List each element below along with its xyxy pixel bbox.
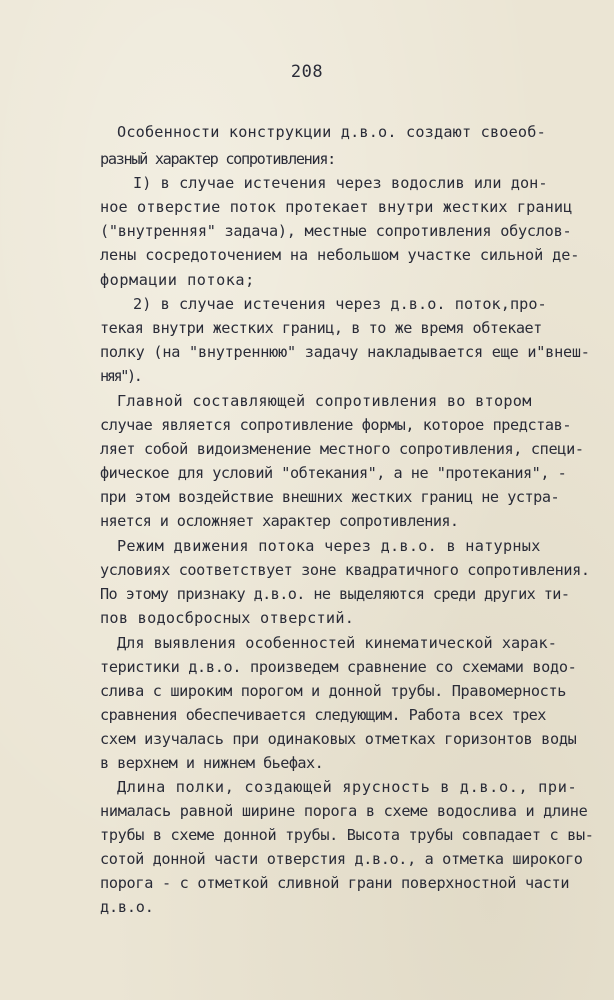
- text-line: схем изучалась при одинаковых отметках горизонтов воды: [100, 730, 577, 748]
- text-line: условиях соответствует зоне квадратичного сопротивления.: [100, 561, 590, 579]
- text-line: фическое для условий "обтекания", а не "протекания", -: [100, 464, 567, 482]
- text-line: ное отверстие поток протекает внутри жестких границ: [100, 198, 573, 216]
- text-line: I) в случае истечения через водослив или дон-: [133, 174, 548, 192]
- page-number: 208: [290, 62, 324, 82]
- text-line: По этому признаку д.в.о. не выделяются среди других ти-: [100, 585, 570, 603]
- text-line: сотой донной части отверстия д.в.о., а отметка широкого: [100, 850, 583, 868]
- text-line: лены сосредоточением на небольшом участке сильной де-: [100, 246, 580, 264]
- text-line: трубы в схеме донной трубы. Высота трубы совпадает с вы-: [100, 826, 594, 844]
- text-line: полку (на "внутреннюю" задачу накладывается еще и"внеш-: [100, 343, 590, 361]
- text-line: няется и осложняет характер сопротивления.: [100, 512, 459, 530]
- text-line: пов водосбросных отверстий.: [100, 609, 355, 627]
- text-line: нималась равной ширине порога в схеме водослива и длине: [100, 802, 588, 820]
- text-line: текая внутри жестких границ, в то же время обтекает: [100, 319, 542, 337]
- text-line: теристики д.в.о. произведем сравнение со схемами водо-: [100, 658, 577, 676]
- text-line: в верхнем и нижнем бьефах.: [100, 754, 324, 772]
- text-line: д.в.о.: [100, 898, 154, 916]
- text-line: Главной составляющей сопротивления во втором: [117, 392, 532, 410]
- text-line: Режим движения потока через д.в.о. в натурных: [117, 537, 541, 555]
- text-line: Для выявления особенностей кинематической харак-: [117, 634, 557, 652]
- text-line: разный характер сопротивления:: [100, 150, 336, 168]
- text-line: ляет собой видоизменение местного сопротивления, специ-: [100, 440, 584, 458]
- text-line: Длина полки, создающей ярусность в д.в.о., при-: [117, 778, 578, 796]
- text-line: при этом воздействие внешних жестких границ не устра-: [100, 488, 560, 506]
- text-line: 2) в случае истечения через д.в.о. поток,про-: [133, 295, 547, 313]
- text-line: няя").: [100, 367, 141, 385]
- text-line: ("внутренняя" задача), местные сопротивления обуслов-: [100, 222, 572, 240]
- text-line: Особенности конструкции д.в.о. создают своеоб-: [117, 123, 546, 141]
- text-line: формации потока;: [100, 271, 255, 289]
- text-line: порога - с отметкой сливной грани поверхностной части: [100, 874, 570, 892]
- text-line: случае является сопротивление формы, которое представ-: [100, 416, 572, 434]
- text-line: сравнения обеспечивается следующим. Работа всех трех: [100, 706, 546, 724]
- text-line: слива с широким порогом и донной трубы. Правомерность: [100, 682, 567, 700]
